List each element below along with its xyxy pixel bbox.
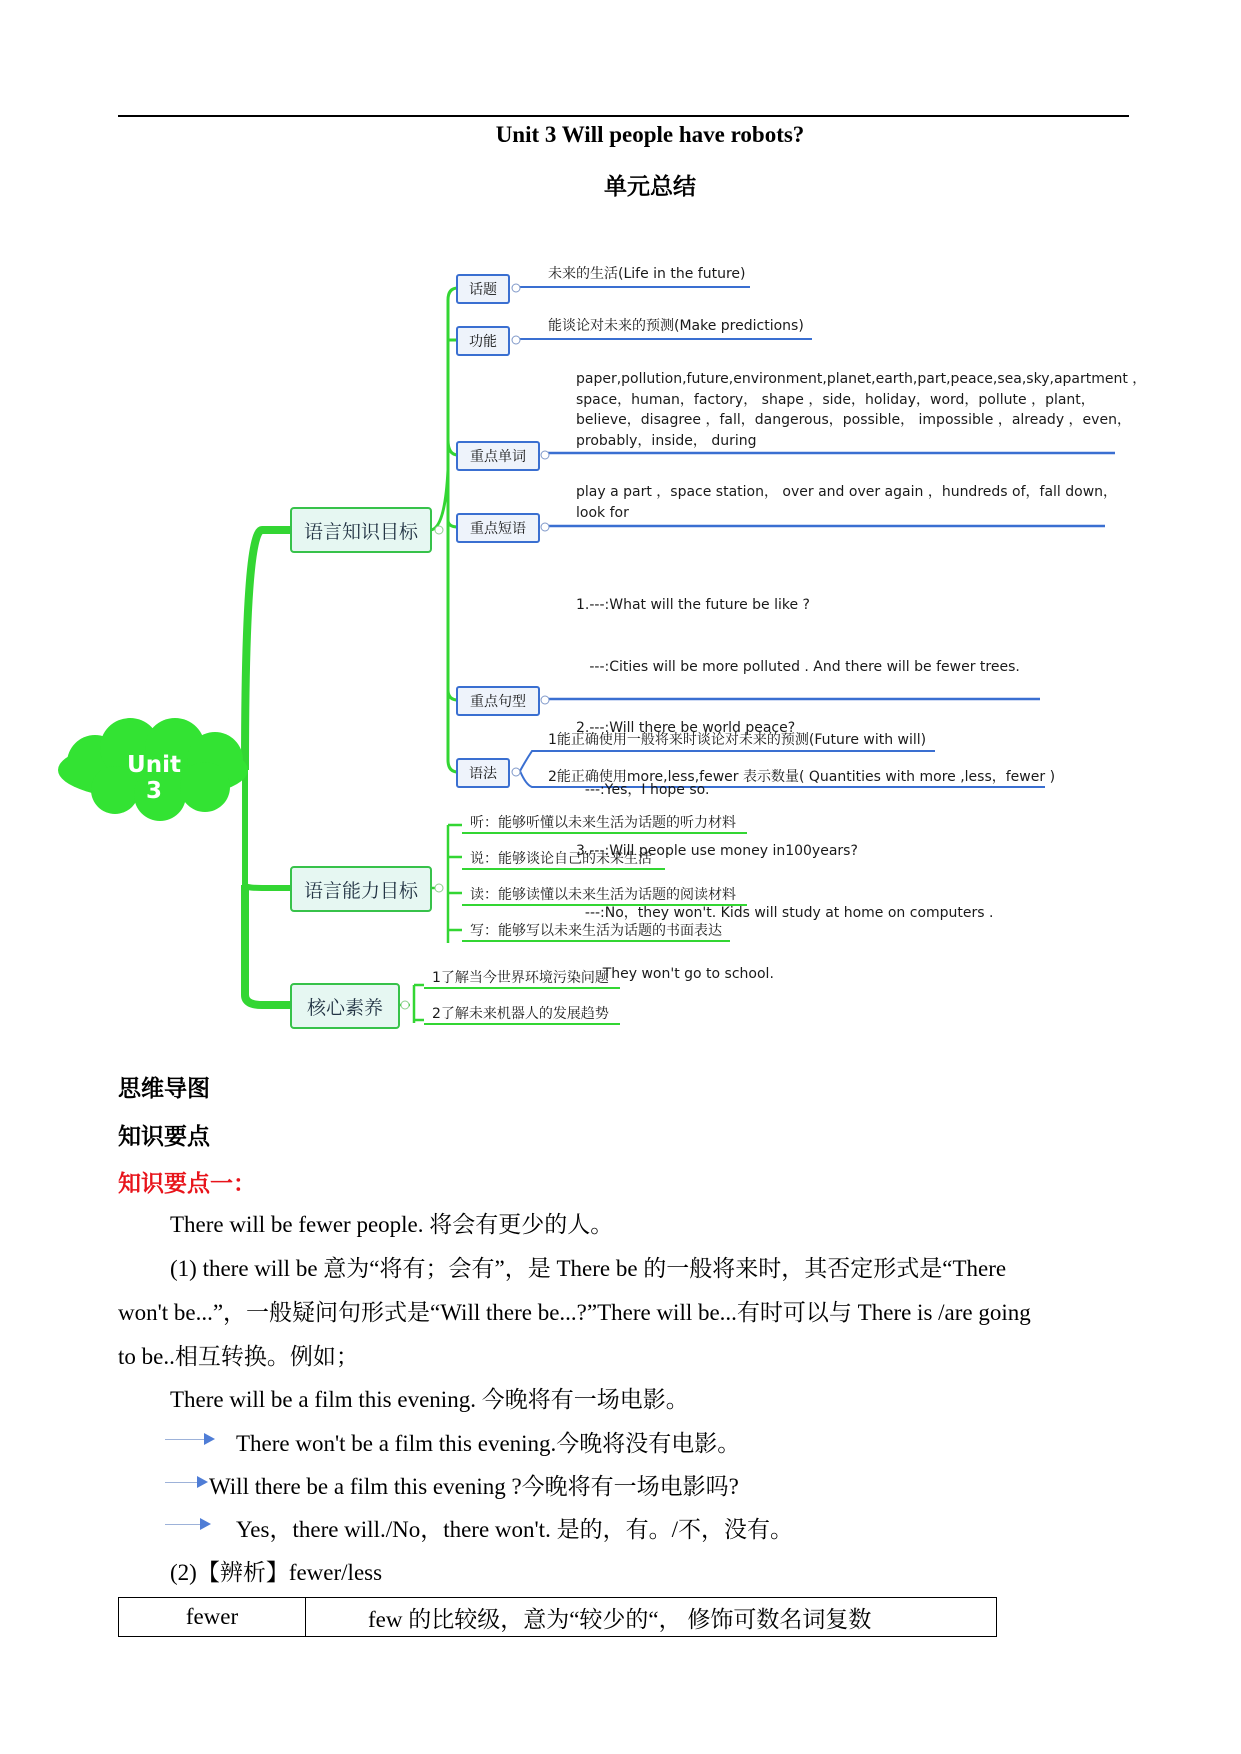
topic-text: 未来的生活(Life in the future) xyxy=(548,266,746,282)
mindmap-heading: 思维导图 xyxy=(118,1076,210,1102)
example-answer: Yes，there will./No，there won't. 是的，有。/不，没有。 xyxy=(236,1517,793,1542)
key-sentence-line: 3.---:Will people use money in100years? xyxy=(576,843,858,859)
key-words-text xyxy=(576,369,1146,451)
arrow-line xyxy=(165,1524,201,1525)
key-words-line: space，human，factory， shape ，side，holiday，word，pollute ，plant， xyxy=(576,391,1095,408)
document-subtitle: 单元总结 xyxy=(604,174,696,200)
arrow-line xyxy=(165,1439,205,1440)
arrow-right-icon xyxy=(197,1476,208,1488)
explanation-line-3: to be..相互转换。例如； xyxy=(118,1344,359,1369)
example-question: Will there be a film this evening ?今晚将有一场电影吗? xyxy=(209,1474,739,1499)
grammar-line-1: 1能正确使用一般将来时谈论对未来的预测(Future with will) xyxy=(548,732,927,748)
function-text: 能谈论对未来的预测(Make predictions) xyxy=(548,318,804,334)
node-topic: 话题 xyxy=(456,274,510,304)
key-sentences-text xyxy=(576,554,1020,1026)
arrow-right-icon xyxy=(200,1518,211,1530)
key-phrases-line: play a part ，space station， over and over again ，hundreds of，fall down， xyxy=(576,484,1118,500)
node-key-words: 重点单词 xyxy=(456,441,540,471)
arrow-right-icon xyxy=(204,1433,215,1445)
table-cell-word: fewer xyxy=(119,1598,306,1637)
node-key-sentences: 重点句型 xyxy=(456,686,540,716)
literacy-item-2: 2了解未来机器人的发展趋势 xyxy=(432,1006,609,1022)
comparison-table xyxy=(118,1597,997,1637)
grammar-line-2: 2能正确使用more,less,fewer 表示数量( Quantities with more ,less，fewer ) xyxy=(548,769,1056,785)
document-title: Unit 3 Will people have robots? xyxy=(495,122,805,147)
example-sentence: There will be fewer people. 将会有更少的人。 xyxy=(170,1212,614,1237)
example-negative: There won't be a film this evening.今晚将没有电影。 xyxy=(236,1431,741,1456)
node-function: 功能 xyxy=(456,326,510,356)
node-grammar: 语法 xyxy=(456,758,510,788)
key-words-line: believe，disagree ，fall，dangerous，possible， impossible ，already ，even， xyxy=(576,412,1131,428)
branch-ability-goals: 语言能力目标 xyxy=(290,866,432,912)
key-sentence-line: ---:Cities will be more polluted . And there will be fewer trees. xyxy=(576,658,1020,675)
key-sentence-line: 1.---:What will the future be like ? xyxy=(576,597,810,613)
branch-knowledge-goals: 语言知识目标 xyxy=(290,507,432,553)
example-affirmative: There will be a film this evening. 今晚将有一场电影。 xyxy=(170,1387,689,1412)
key-points-heading: 知识要点 xyxy=(118,1124,210,1150)
ability-reading: 读：能够读懂以未来生活为话题的阅读材料 xyxy=(470,887,736,903)
point-one-heading: 知识要点一： xyxy=(118,1171,256,1197)
explanation-line-2: won't be...”，一般疑问句形式是“Will there be...?”There will be...有时可以与 There is /are going xyxy=(118,1300,1031,1325)
table-cell-meaning: few 的比较级，意为“较少的“， 修饰可数名词复数 xyxy=(306,1598,997,1637)
key-sentence-line: ---:Yes，I hope so. xyxy=(576,781,710,798)
key-words-line: paper,pollution,future,environment,planet,earth,part,peace,sea,sky,apartment ， xyxy=(576,371,1147,387)
branch-core-literacy: 核心素养 xyxy=(290,983,400,1029)
explanation-line-1: (1) there will be 意为“将有；会有”，是 There be 的一般将来时，其否定形式是“There xyxy=(170,1256,1007,1281)
key-phrases-line: look for xyxy=(576,504,629,521)
table-row xyxy=(119,1598,997,1637)
ability-writing: 写：能够写以未来生活为话题的书面表达 xyxy=(470,923,722,939)
literacy-item-1: 1了解当今世界环境污染问题 xyxy=(432,970,609,986)
key-phrases-text xyxy=(576,482,1117,523)
arrow-line xyxy=(165,1482,197,1483)
node-key-phrases: 重点短语 xyxy=(456,513,540,543)
comparison-heading: (2)【辨析】fewer/less xyxy=(170,1560,383,1585)
ability-speaking: 说：能够谈论自己的未来生活 xyxy=(470,851,652,867)
ability-listening: 听：能够听懂以未来生活为话题的听力材料 xyxy=(470,815,736,831)
key-words-line: probably，inside， during xyxy=(576,432,757,449)
key-sentence-line: ---:No，they won't. Kids will study at home on computers . xyxy=(576,904,994,921)
root-label: Unit 3 xyxy=(127,752,181,804)
key-sentence-line: They won't go to school. xyxy=(576,966,774,982)
key-sentence-line: 2.---:Will there be world peace? xyxy=(576,720,796,736)
